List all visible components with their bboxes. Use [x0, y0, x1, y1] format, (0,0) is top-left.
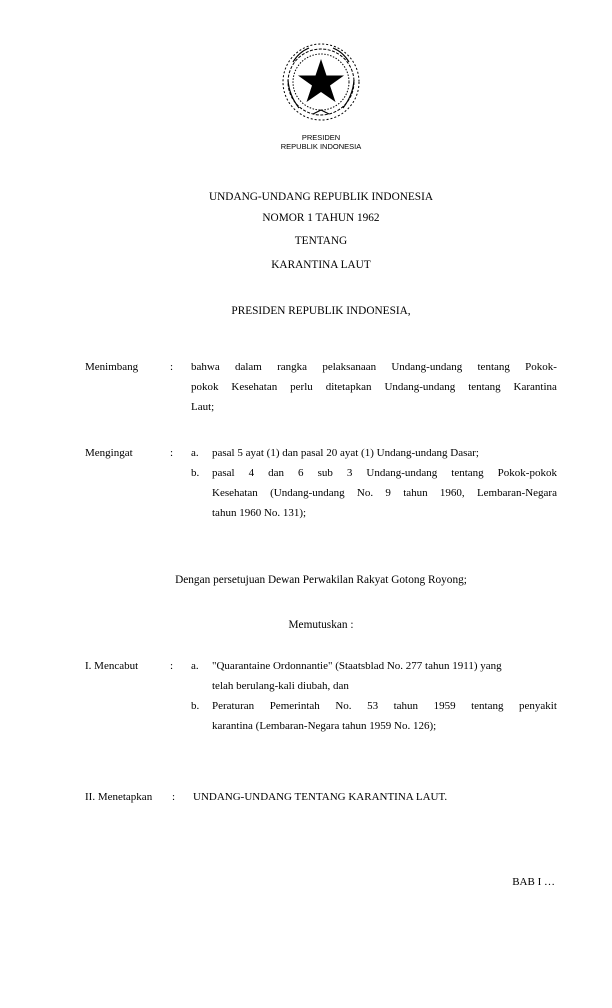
- menetapkan-text: UNDANG-UNDANG TENTANG KARANTINA LAUT.: [193, 791, 448, 803]
- title-line4: KARANTINA LAUT: [271, 259, 371, 271]
- mengingat-colon: :: [170, 447, 174, 459]
- menetapkan-colon: :: [172, 791, 176, 803]
- president-line: PRESIDEN REPUBLIK INDONESIA,: [231, 305, 411, 317]
- mencabut-label: I. Mencabut: [85, 660, 139, 672]
- title-line3: TENTANG: [294, 235, 348, 247]
- emblem-caption-line1: PRESIDEN: [301, 133, 341, 142]
- mengingat-item-b: pasal 4 dan 6 sub 3 Undang-undang tentang Pokok-pokok Kesehatan (Undang-undang No. 9 tahun 1960, Lembaran-Negara tahun 1960 No. 131);: [212, 467, 557, 519]
- mencabut-item-a: "Quarantaine Ordonnantie" (Staatsblad No. 277 tahun 1911) yang telah berulang-kali diubah, dan: [212, 660, 502, 692]
- mengingat-item-a-letter: a.: [191, 447, 199, 459]
- mengingat-label: Mengingat: [85, 447, 133, 459]
- star-wreath-emblem-icon: [279, 40, 363, 124]
- mengingat-item-a: pasal 5 ayat (1) dan pasal 20 ayat (1) Undang-undang Dasar;: [212, 447, 479, 459]
- menimbang-line3: Laut;: [191, 401, 215, 413]
- emblem-caption-line2: REPUBLIK INDONESIA: [280, 142, 362, 151]
- mencabut-colon: :: [170, 660, 174, 672]
- mencabut-item-b-letter: b.: [191, 700, 200, 712]
- continuation-marker: BAB I …: [512, 876, 555, 888]
- menimbang-line2: pokok Kesehatan perlu ditetapkan Undang-undang tentang Karantina: [191, 381, 557, 393]
- menimbang-colon: :: [170, 361, 174, 373]
- persetujuan-line: Dengan persetujuan Dewan Perwakilan Rakyat Gotong Royong;: [175, 574, 467, 586]
- title-line1: UNDANG-UNDANG REPUBLIK INDONESIA: [208, 191, 434, 203]
- memutuskan-line: Memutuskan :: [288, 619, 354, 631]
- menimbang-text: [191, 357, 557, 417]
- mencabut-item-a-letter: a.: [191, 660, 199, 672]
- mengingat-item-b-letter: b.: [191, 467, 200, 479]
- mencabut-item-b: Peraturan Pemerintah No. 53 tahun 1959 tentang penyakit karantina (Lembaran-Negara tahun 1959 No. 126);: [212, 700, 557, 732]
- menimbang-label: Menimbang: [85, 361, 139, 373]
- menetapkan-label: II. Menetapkan: [85, 791, 153, 803]
- title-line2: NOMOR 1 TAHUN 1962: [262, 212, 380, 224]
- menimbang-line1: bahwa dalam rangka pelaksanaan Undang-undang tentang Pokok-: [191, 361, 557, 373]
